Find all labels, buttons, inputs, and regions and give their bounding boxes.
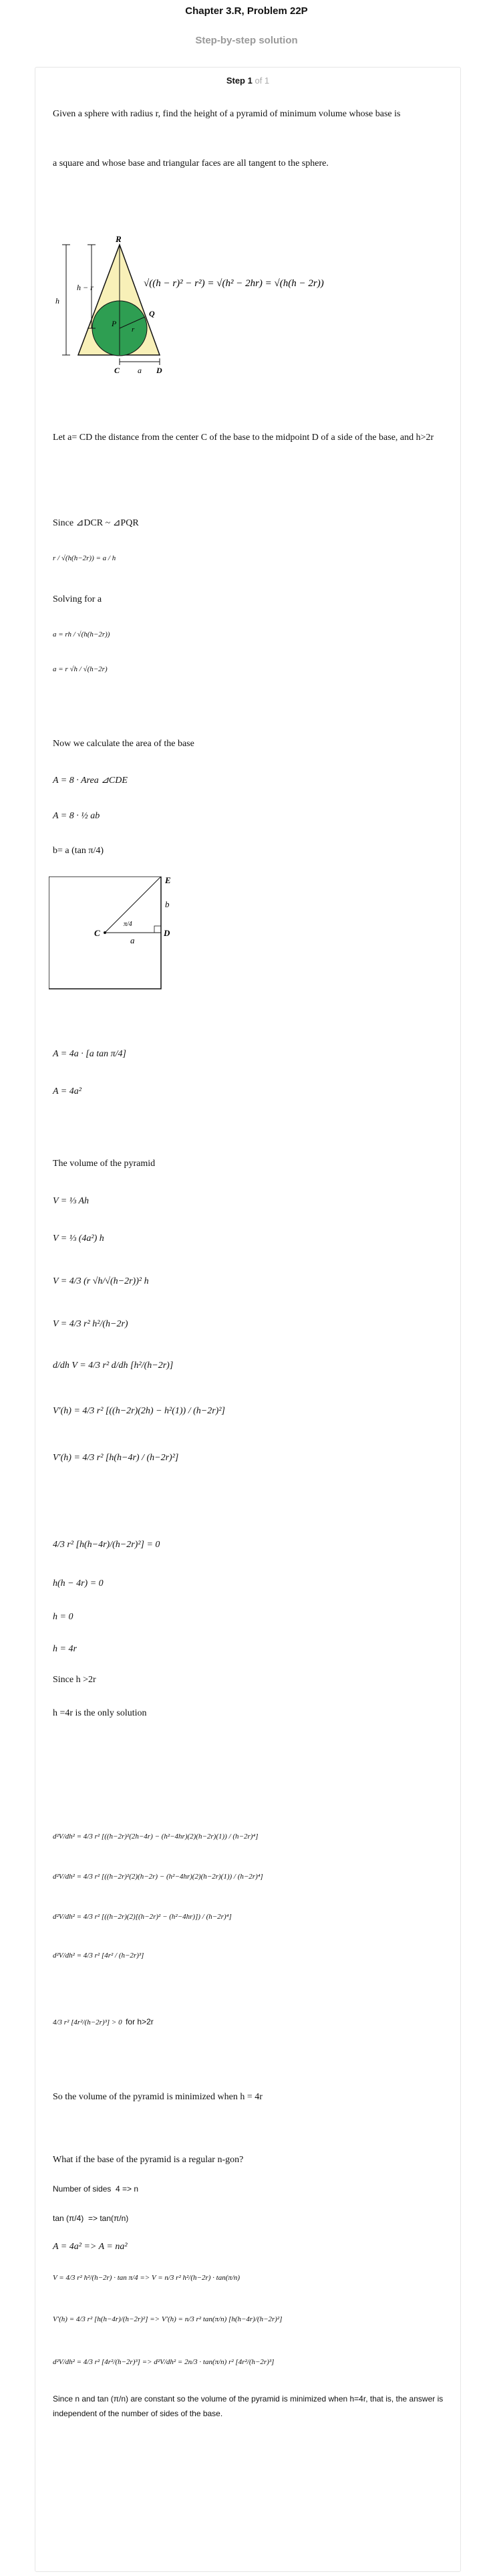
volume-eq-2: V = ⅓ (4a²) h — [53, 1234, 104, 1244]
ratio-eq: r / √(h(h−2r)) = a / h — [53, 554, 116, 562]
critical-eq-4: h = 4r — [53, 1644, 77, 1654]
positivity-eq — [53, 2017, 154, 2026]
ngon-volume-eq: V = 4/3 r² h²/(h−2r) · tan π/4 => V = n/3 r² h²/(h−2r) · tan(π/n) — [53, 2274, 240, 2282]
problem-line-2: a square and whose base and triangular faces are all tangent to the sphere. — [53, 158, 329, 168]
step-label: Step 1 — [226, 76, 253, 86]
slant-formula: √((h − r)² − r²) = √(h² − 2hr) = √(h(h − 2r)) — [144, 278, 324, 289]
positivity-expr: 4/3 r² [4r²/(h−2r)³] > 0 — [53, 2018, 122, 2026]
page-title: Chapter 3.R, Problem 22P — [185, 5, 308, 17]
since-similar-text: Since ⊿DCR ~ ⊿PQR — [53, 518, 139, 528]
square-base-figure — [49, 876, 209, 997]
critical-eq-3: h = 0 — [53, 1612, 73, 1622]
step-indicator — [35, 76, 460, 86]
critical-eq-1: 4/3 r² [h(h−4r)/(h−2r)²] = 0 — [53, 1540, 160, 1550]
derivative-eq-2: V′(h) = 4/3 r² [((h−2r)(2h) − h²(1)) / (h−2r)²] — [53, 1406, 225, 1416]
b-eq-text: b= a (tan π/4) — [53, 846, 104, 856]
a-eq-2: a = r √h / √(h−2r) — [53, 665, 108, 673]
area-eq-3: A = 4a · [a tan π/4] — [53, 1049, 126, 1059]
label-R: R — [116, 234, 122, 244]
label-P: P — [112, 319, 117, 328]
since-h-text: Since h >2r — [53, 1675, 96, 1685]
only-solution-text: h =4r is the only solution — [53, 1708, 147, 1718]
label-pi-4: π/4 — [124, 921, 132, 928]
solving-text: Solving for a — [53, 594, 102, 604]
condition-text: for h>2r — [126, 2017, 154, 2026]
derivative-eq-3: V′(h) = 4/3 r² [h(h−4r) / (h−2r)²] — [53, 1453, 179, 1463]
second-deriv-eq-2: d²V/dh² = 4/3 r² [((h−2r)²(2)(h−2r) − (h²−4hr)(2)(h−2r)(1)) / (h−2r)⁴] — [53, 1873, 263, 1881]
minimized-text: So the volume of the pyramid is minimized when h = 4r — [53, 2092, 263, 2102]
let-text: Let a= CD the distance from the center C of the base to the midpoint D of a side of the base, and h>2r — [53, 433, 434, 443]
volume-intro-text: The volume of the pyramid — [53, 1159, 156, 1169]
conclusion-text: Since n and tan (π/n) are constant so the volume of the pyramid is minimized when h=4r, that is, the answer is independent of the number of sides of the base. — [53, 2394, 446, 2418]
problem-line-1: Given a sphere with radius r, find the height of a pyramid of minimum volume whose base is — [53, 109, 401, 119]
label-r: r — [132, 326, 135, 334]
page-subtitle: Step-by-step solution — [195, 35, 298, 46]
area-intro-text: Now we calculate the area of the base — [53, 739, 194, 749]
critical-eq-2: h(h − 4r) = 0 — [53, 1578, 104, 1589]
volume-eq-1: V = ⅓ Ah — [53, 1196, 90, 1206]
solution-card — [35, 67, 461, 2572]
ngon-area-eq: A = 4a² => A = na² — [53, 2242, 128, 2252]
label-D: D — [156, 366, 162, 375]
label-Q: Q — [149, 309, 155, 318]
label-b: b — [165, 899, 170, 909]
a-eq-1: a = rh / √(h(h−2r)) — [53, 630, 110, 638]
ngon-derivative-eq: V′(h) = 4/3 r² [h(h−4r)/(h−2r)²] => V′(h) = n/3 r² tan(π/n) [h(h−4r)/(h−2r)²] — [53, 2315, 283, 2323]
label-D2: D — [164, 928, 170, 938]
ngon-second-deriv-eq: d²V/dh² = 4/3 r² [4r²/(h−2r)³] => d²V/dh² = 2n/3 · tan(π/n) r² [4r²/(h−2r)³] — [53, 2358, 275, 2366]
ngon-question-text: What if the base of the pyramid is a regular n-gon? — [53, 2155, 244, 2165]
area-eq-4: A = 4a² — [53, 1086, 81, 1096]
second-deriv-eq-3: d²V/dh² = 4/3 r² [((h−2r)(2)[(h−2r)² − (h²−4hr)]) / (h−2r)⁴] — [53, 1913, 232, 1921]
second-deriv-eq-1: d²V/dh² = 4/3 r² [((h−2r)²(2h−4r) − (h²−4hr)(2)(h−2r)(1)) / (h−2r)⁴] — [53, 1833, 259, 1841]
step-count: of 1 — [255, 76, 270, 86]
tan-text: tan (π/4) => tan(π/n) — [53, 2214, 129, 2223]
pyramid-figure — [53, 231, 454, 412]
area-eq-2: A = 8 · ½ ab — [53, 811, 100, 821]
label-E: E — [165, 876, 171, 885]
label-C: C — [114, 366, 120, 375]
derivative-eq-1: d/dh V = 4/3 r² d/dh [h²/(h−2r)] — [53, 1361, 174, 1371]
volume-eq-4: V = 4/3 r² h²/(h−2r) — [53, 1319, 128, 1329]
area-eq-1: A = 8 · Area ⊿CDE — [53, 776, 128, 786]
sides-text: Number of sides 4 => n — [53, 2184, 139, 2194]
label-h-minus-r: h − r — [77, 283, 94, 292]
label-h: h — [55, 296, 59, 306]
label-C2: C — [94, 928, 100, 938]
label-a2: a — [130, 935, 135, 945]
second-deriv-eq-4: d²V/dh² = 4/3 r² [4r² / (h−2r)³] — [53, 1952, 144, 1960]
label-a: a — [138, 366, 142, 375]
volume-eq-3: V = 4/3 (r √h/√(h−2r))² h — [53, 1276, 149, 1286]
